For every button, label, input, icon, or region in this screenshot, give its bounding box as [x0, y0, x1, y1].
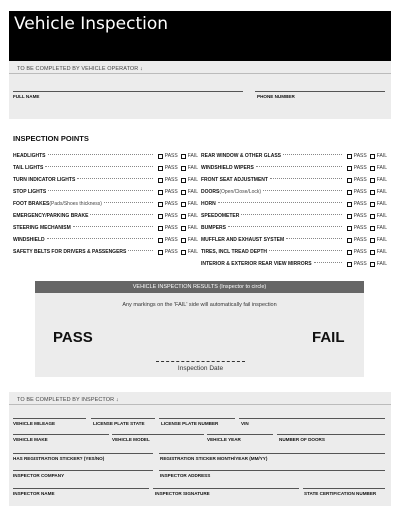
fail-option[interactable] — [181, 153, 198, 159]
phone-number-field[interactable] — [255, 91, 385, 92]
fail-option[interactable] — [370, 261, 387, 267]
fail-option[interactable] — [181, 249, 198, 255]
inspection-item-name: STOP LIGHTS — [13, 189, 47, 195]
pass-checkbox[interactable] — [347, 202, 352, 207]
pass-checkbox[interactable] — [158, 190, 163, 195]
license-plate-state-field[interactable] — [91, 418, 155, 419]
dotted-leader — [269, 246, 342, 251]
fail-checkbox[interactable] — [370, 190, 375, 195]
fail-checkbox[interactable] — [181, 226, 186, 231]
pass-checkbox[interactable] — [347, 238, 352, 243]
pass-label: PASS — [164, 165, 178, 171]
fail-option[interactable] — [370, 165, 387, 171]
dotted-leader — [48, 186, 153, 191]
inspection-item — [201, 258, 387, 270]
pass-option[interactable] — [347, 249, 367, 255]
pass-label: PASS — [164, 213, 178, 219]
dotted-leader — [48, 150, 153, 155]
fail-label: FAIL — [187, 165, 198, 171]
inspection-item-note: (Open/Close/Lock) — [219, 189, 262, 195]
fail-checkbox[interactable] — [181, 154, 186, 159]
fail-option[interactable] — [370, 237, 387, 243]
inspection-points-title: INSPECTION POINTS — [13, 134, 89, 143]
inspection-item — [201, 174, 387, 186]
fail-label: FAIL — [187, 153, 198, 159]
pass-option[interactable] — [158, 225, 178, 231]
operator-section-divider — [9, 73, 391, 74]
fail-label: FAIL — [376, 249, 387, 255]
dotted-leader — [128, 246, 152, 251]
has-registration-label: HAS REGISTRATION STICKER? (YES/NO) — [13, 456, 105, 461]
results-header: VEHICLE INSPECTION RESULTS (Inspector to circle) — [35, 281, 364, 293]
inspection-date-label: Inspection Date — [177, 365, 224, 372]
inspection-item-note: (Pads/Shoes thickness) — [49, 201, 102, 207]
inspection-item — [201, 186, 387, 198]
inspection-item-name: MUFFLER AND EXHAUST SYSTEM — [201, 237, 285, 243]
dotted-leader — [77, 174, 152, 179]
inspection-item-name: WINDSHIELD WIPERS — [201, 165, 254, 171]
fail-label: FAIL — [187, 225, 198, 231]
fail-checkbox[interactable] — [181, 166, 186, 171]
phone-number-label: PHONE NUMBER — [257, 94, 295, 99]
fail-label: FAIL — [376, 201, 387, 207]
fail-label: FAIL — [376, 153, 387, 159]
pass-label: PASS — [353, 249, 367, 255]
pass-label: PASS — [164, 177, 178, 183]
fail-checkbox[interactable] — [370, 154, 375, 159]
fail-checkbox[interactable] — [181, 238, 186, 243]
pass-label: PASS — [353, 165, 367, 171]
fail-checkbox[interactable] — [370, 250, 375, 255]
inspection-item-name: SAFETY BELTS FOR DRIVERS & PASSENGERS — [13, 249, 127, 255]
dotted-leader — [263, 186, 342, 191]
inspection-points-right — [201, 150, 387, 270]
fail-checkbox[interactable] — [181, 190, 186, 195]
pass-checkbox[interactable] — [347, 250, 352, 255]
fail-label: FAIL — [376, 225, 387, 231]
inspector-signature-field[interactable] — [153, 488, 299, 489]
fail-option[interactable] — [181, 201, 198, 207]
pass-label: PASS — [353, 177, 367, 183]
dotted-leader — [73, 222, 153, 227]
inspection-item-name: FOOT BRAKES — [13, 201, 50, 207]
pass-label: PASS — [164, 201, 178, 207]
inspection-item-name: BUMPERS — [201, 225, 227, 231]
inspection-item-name: TURN INDICATOR LIGHTS — [13, 177, 76, 183]
operator-section-label: TO BE COMPLETED BY VEHICLE OPERATOR ↓ — [17, 66, 143, 72]
full-name-field[interactable] — [13, 91, 243, 92]
fail-option[interactable] — [181, 189, 198, 195]
dotted-leader — [228, 222, 342, 227]
inspection-item-name: HEADLIGHTS — [13, 153, 46, 159]
inspection-item-name: EMERGENCY/PARKING BRAKE — [13, 213, 89, 219]
vehicle-mileage-field[interactable] — [13, 418, 86, 419]
inspection-date-field[interactable] — [156, 361, 245, 362]
fail-option[interactable] — [370, 189, 387, 195]
pass-option[interactable] — [347, 153, 367, 159]
fail-option[interactable] — [181, 165, 198, 171]
has-registration-field[interactable] — [13, 453, 153, 454]
vehicle-make-field[interactable] — [13, 434, 109, 435]
pass-checkbox[interactable] — [158, 250, 163, 255]
fail-option[interactable] — [181, 225, 198, 231]
fail-checkbox[interactable] — [370, 238, 375, 243]
inspection-item-name: TAIL LIGHTS — [13, 165, 44, 171]
vehicle-model-field[interactable] — [112, 434, 204, 435]
fail-label: FAIL — [376, 213, 387, 219]
inspection-item-name: FRONT SEAT ADJUSTMENT — [201, 177, 268, 183]
inspector-address-label: INSPECTOR ADDRESS — [160, 473, 211, 478]
inspection-item — [13, 210, 198, 222]
pass-label: PASS — [353, 189, 367, 195]
pass-option[interactable] — [347, 213, 367, 219]
dotted-leader — [104, 198, 153, 203]
pass-label: PASS — [353, 153, 367, 159]
full-name-label: FULL NAME — [13, 94, 40, 99]
fail-label: FAIL — [187, 249, 198, 255]
pass-option[interactable] — [158, 189, 178, 195]
pass-checkbox[interactable] — [158, 238, 163, 243]
fail-checkbox[interactable] — [181, 250, 186, 255]
state-certification-label: STATE CERTIFICATION NUMBER — [304, 491, 377, 496]
inspection-item-name: INTERIOR & EXTERIOR REAR VIEW MIRRORS — [201, 261, 312, 267]
dotted-leader — [90, 210, 152, 215]
inspection-item-name: REAR WINDOW & OTHER GLASS — [201, 153, 281, 159]
inspection-item — [201, 234, 387, 246]
inspection-item — [13, 246, 198, 258]
inspection-item — [201, 222, 387, 234]
fail-option[interactable] — [181, 237, 198, 243]
fail-option[interactable] — [370, 177, 387, 183]
pass-checkbox[interactable] — [158, 226, 163, 231]
fail-label: FAIL — [376, 177, 387, 183]
inspector-name-field[interactable] — [13, 488, 149, 489]
pass-label: PASS — [164, 237, 178, 243]
dotted-leader — [256, 162, 342, 167]
pass-label: PASS — [353, 201, 367, 207]
inspection-item — [201, 198, 387, 210]
dotted-leader — [47, 234, 153, 239]
inspector-company-field[interactable] — [13, 470, 153, 471]
pass-checkbox[interactable] — [347, 154, 352, 159]
registration-month-year-field[interactable] — [159, 453, 385, 454]
dotted-leader — [218, 198, 342, 203]
fail-option[interactable] — [370, 225, 387, 231]
pass-checkbox[interactable] — [158, 178, 163, 183]
inspection-item — [201, 210, 387, 222]
vehicle-year-label: VEHICLE YEAR — [207, 437, 241, 442]
inspection-item — [201, 246, 387, 258]
inspection-results — [35, 281, 364, 377]
fail-label: FAIL — [376, 261, 387, 267]
pass-checkbox[interactable] — [347, 190, 352, 195]
dotted-leader — [314, 258, 342, 263]
vehicle-year-field[interactable] — [207, 434, 273, 435]
fail-checkbox[interactable] — [181, 178, 186, 183]
pass-option[interactable] — [158, 213, 178, 219]
inspector-address-field[interactable] — [159, 470, 385, 471]
pass-checkbox[interactable] — [158, 166, 163, 171]
inspection-item — [13, 198, 198, 210]
inspector-signature-label: INSPECTOR SIGNATURE — [155, 491, 210, 496]
pass-checkbox[interactable] — [347, 178, 352, 183]
license-plate-state-label: LICENSE PLATE STATE — [93, 421, 145, 426]
vehicle-mileage-label: VEHICLE MILEAGE — [13, 421, 56, 426]
fail-option[interactable] — [370, 201, 387, 207]
pass-option[interactable] — [158, 153, 178, 159]
result-pass[interactable]: PASS — [53, 329, 93, 346]
pass-option[interactable] — [347, 237, 367, 243]
fail-option[interactable] — [181, 213, 198, 219]
pass-label: PASS — [164, 225, 178, 231]
inspection-item — [13, 162, 198, 174]
inspection-item — [13, 186, 198, 198]
inspector-name-label: INSPECTOR NAME — [13, 491, 55, 496]
fail-checkbox[interactable] — [370, 226, 375, 231]
inspection-item-name: HORN — [201, 201, 216, 207]
fail-checkbox[interactable] — [370, 178, 375, 183]
dotted-leader — [270, 174, 342, 179]
fail-label: FAIL — [376, 189, 387, 195]
pass-option[interactable] — [347, 201, 367, 207]
operator-section — [9, 61, 391, 119]
inspector-company-label: INSPECTOR COMPANY — [13, 473, 65, 478]
pass-label: PASS — [353, 237, 367, 243]
pass-label: PASS — [353, 225, 367, 231]
pass-label: PASS — [353, 213, 367, 219]
fail-option[interactable] — [370, 213, 387, 219]
fail-checkbox[interactable] — [370, 166, 375, 171]
pass-checkbox[interactable] — [347, 214, 352, 219]
dotted-leader — [241, 210, 341, 215]
pass-option[interactable] — [158, 177, 178, 183]
inspection-item — [13, 174, 198, 186]
pass-checkbox[interactable] — [158, 202, 163, 207]
registration-month-year-label: REGISTRATION STICKER MONTH/YEAR (MM/YY) — [160, 456, 268, 461]
fail-checkbox[interactable] — [181, 214, 186, 219]
pass-checkbox[interactable] — [158, 154, 163, 159]
inspection-item-name: WINDSHIELD — [13, 237, 45, 243]
pass-label: PASS — [353, 261, 367, 267]
fail-option[interactable] — [370, 153, 387, 159]
pass-option[interactable] — [158, 165, 178, 171]
inspection-item — [201, 150, 387, 162]
fail-label: FAIL — [187, 213, 198, 219]
dotted-leader — [286, 234, 342, 239]
pass-label: PASS — [164, 189, 178, 195]
pass-option[interactable] — [158, 249, 178, 255]
fail-label: FAIL — [187, 177, 198, 183]
fail-checkbox[interactable] — [370, 202, 375, 207]
inspection-points-left — [13, 150, 198, 258]
pass-checkbox[interactable] — [158, 214, 163, 219]
pass-option[interactable] — [347, 261, 367, 267]
vehicle-model-label: VEHICLE MODEL — [112, 437, 150, 442]
inspection-item-name: TIRES, INCL TREAD DEPTH — [201, 249, 268, 255]
fail-checkbox[interactable] — [370, 214, 375, 219]
title-banner — [9, 11, 391, 61]
fail-checkbox[interactable] — [181, 202, 186, 207]
license-plate-number-label: LICENSE PLATE NUMBER — [161, 421, 219, 426]
fail-label: FAIL — [187, 189, 198, 195]
fail-label: FAIL — [376, 165, 387, 171]
vehicle-make-label: VEHICLE MAKE — [13, 437, 48, 442]
number-of-doors-field[interactable] — [277, 434, 385, 435]
inspector-section-divider — [9, 404, 391, 405]
inspection-item-name: SPEEDOMETER — [201, 213, 240, 219]
inspection-item-name: DOORS — [201, 189, 220, 195]
license-plate-number-field[interactable] — [159, 418, 235, 419]
inspection-item — [13, 234, 198, 246]
state-certification-field[interactable] — [303, 488, 385, 489]
dotted-leader — [283, 150, 342, 155]
pass-label: PASS — [164, 153, 178, 159]
page-title: Vehicle Inspection — [14, 14, 169, 34]
inspection-item — [13, 150, 198, 162]
result-fail[interactable]: FAIL — [312, 329, 345, 346]
fail-label: FAIL — [187, 201, 198, 207]
pass-option[interactable] — [347, 225, 367, 231]
pass-option[interactable] — [347, 189, 367, 195]
pass-checkbox[interactable] — [347, 166, 352, 171]
vin-field[interactable] — [239, 418, 385, 419]
fail-option[interactable] — [181, 177, 198, 183]
fail-option[interactable] — [370, 249, 387, 255]
pass-option[interactable] — [158, 237, 178, 243]
results-note: Any markings on the 'FAIL' side will automatically fail inspection — [122, 302, 277, 308]
inspector-section-label: TO BE COMPLETED BY INSPECTOR ↓ — [17, 397, 119, 403]
inspection-item-name: STEERING MECHANISM — [13, 225, 71, 231]
inspector-section — [9, 392, 391, 506]
inspection-item — [13, 222, 198, 234]
fail-label: FAIL — [187, 237, 198, 243]
pass-option[interactable] — [158, 201, 178, 207]
fail-label: FAIL — [376, 237, 387, 243]
fail-checkbox[interactable] — [370, 262, 375, 267]
inspection-item — [201, 162, 387, 174]
vin-label: VIN — [241, 421, 249, 426]
dotted-leader — [45, 162, 152, 167]
pass-label: PASS — [164, 249, 178, 255]
pass-checkbox[interactable] — [347, 262, 352, 267]
pass-option[interactable] — [347, 177, 367, 183]
number-of-doors-label: NUMBER OF DOORS — [279, 437, 325, 442]
pass-checkbox[interactable] — [347, 226, 352, 231]
pass-option[interactable] — [347, 165, 367, 171]
